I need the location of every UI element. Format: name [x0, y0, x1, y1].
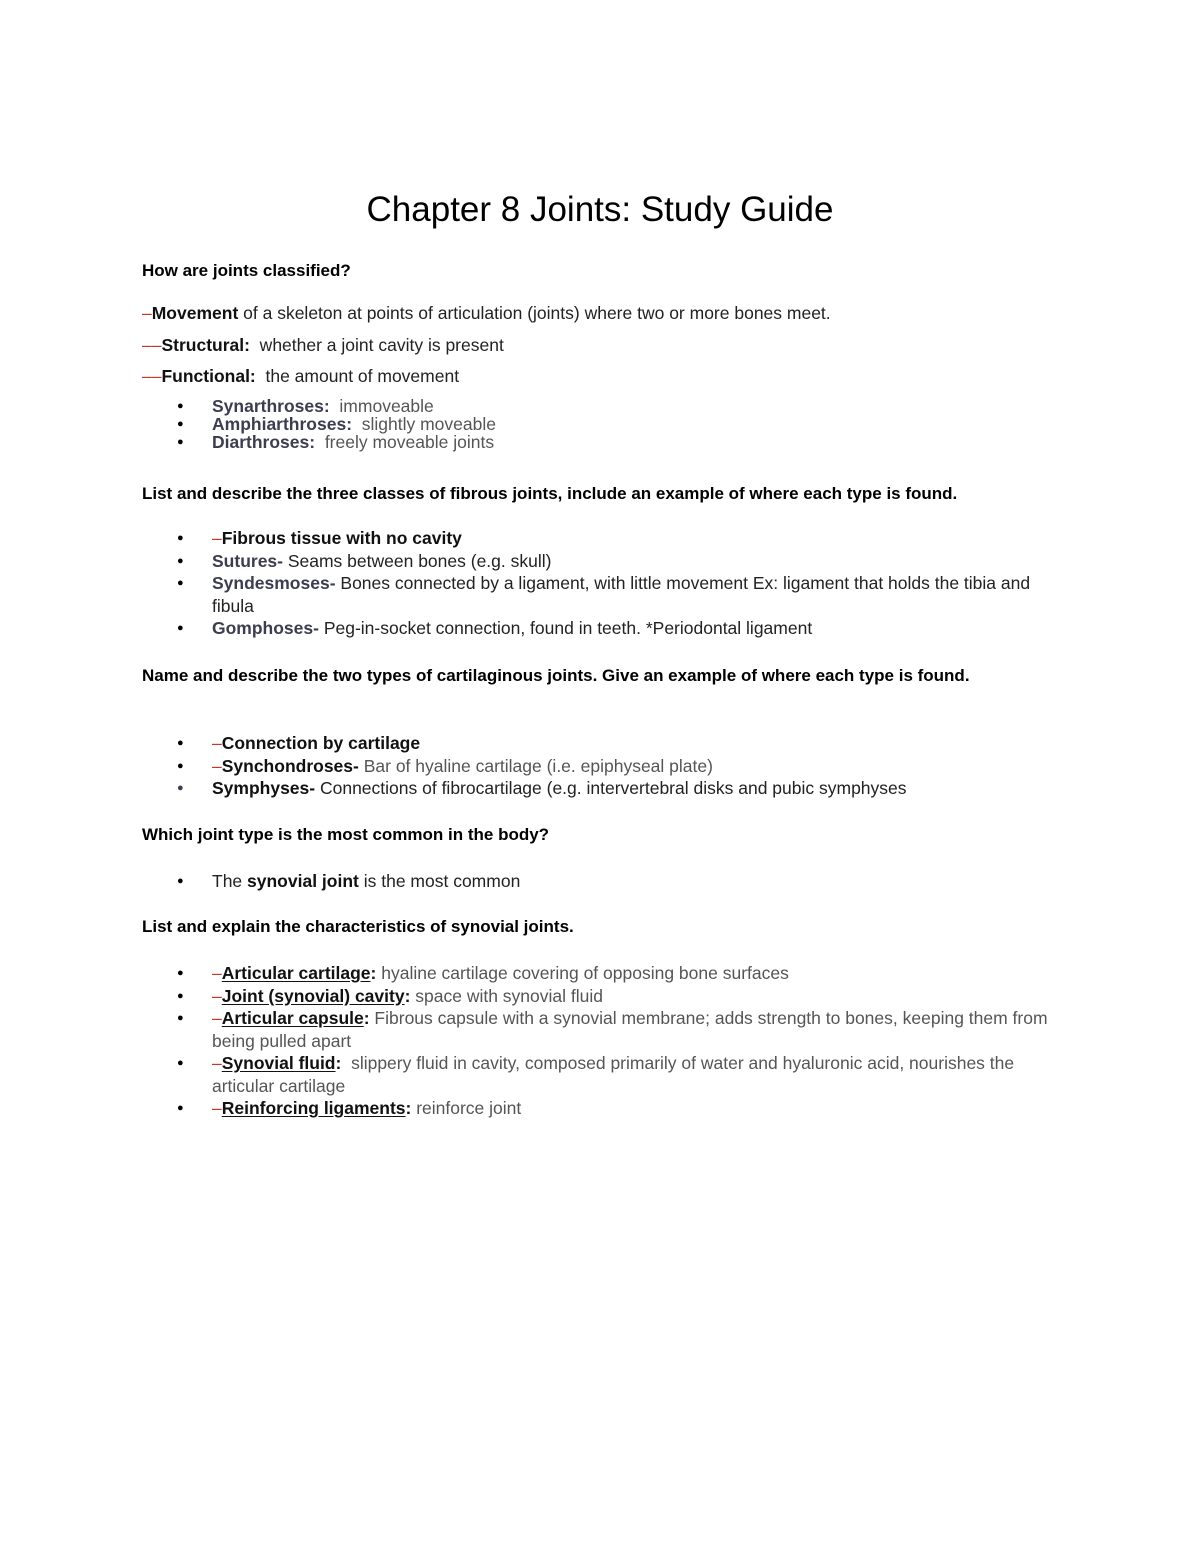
- list-item: ● Syndesmoses- Bones connected by a ligament, with little movement Ex: ligament that holds the tibia and fibula: [177, 573, 1031, 616]
- fibrous-joints-list: [172, 527, 1062, 640]
- cartilaginous-joints-list: [172, 732, 1062, 800]
- bullet-icon: ●: [177, 554, 184, 567]
- list-item: ● Diarthroses: freely moveable joints: [177, 432, 495, 452]
- list-item: ● –Joint (synovial) cavity: space with synovial fluid: [177, 985, 604, 1006]
- list-item: ● –Reinforcing ligaments: reinforce joint: [177, 1098, 522, 1118]
- list-item: ● –Connection by cartilage: [177, 733, 421, 753]
- bullet-icon: ●: [177, 759, 184, 772]
- list-item: ● Sutures- Seams between bones (e.g. skull): [177, 550, 552, 571]
- bullet-icon: ●: [177, 1102, 184, 1114]
- list-item: ● –Articular cartilage: hyaline cartilage covering of opposing bone surfaces: [177, 963, 789, 983]
- functional-line: ––Functional: the amount of movement: [142, 366, 460, 386]
- bullet-icon: ●: [177, 436, 184, 448]
- list-item: ● Synarthroses: immoveable: [177, 396, 434, 416]
- list-item: ● –Synchondroses- Bar of hyaline cartilage (i.e. epiphyseal plate): [177, 755, 713, 776]
- question-fibrous-joints: List and describe the three classes of fibrous joints, include an example of where each type is found.: [142, 484, 958, 503]
- page-title: Chapter 8 Joints: Study Guide: [366, 190, 834, 229]
- structural-line: ––Structural: whether a joint cavity is present: [142, 335, 504, 355]
- list-item: ● –Fibrous tissue with no cavity: [177, 528, 462, 548]
- bullet-icon: ●: [177, 967, 184, 979]
- list-item: ● The synovial joint is the most common: [177, 871, 521, 891]
- bullet-icon: ●: [177, 1057, 184, 1069]
- bullet-icon: ●: [177, 577, 184, 589]
- bullet-icon: ●: [177, 737, 184, 749]
- question-cartilaginous-joints: Name and describe the two types of cartilaginous joints. Give an example of where each type is found.: [142, 666, 970, 685]
- question-classification: How are joints classified?: [142, 261, 351, 280]
- bullet-icon: ●: [177, 1012, 184, 1024]
- question-synovial-characteristics: List and explain the characteristics of synovial joints.: [142, 917, 574, 936]
- bullet-icon: ●: [177, 989, 184, 1002]
- question-most-common-joint: Which joint type is the most common in the body?: [142, 825, 550, 844]
- bullet-icon: ●: [177, 622, 184, 634]
- bullet-icon: ●: [177, 875, 184, 887]
- list-item: ● Amphiarthroses: slightly moveable: [177, 414, 496, 434]
- functional-types-list: [172, 397, 1062, 451]
- bullet-icon: ●: [177, 782, 184, 794]
- movement-line: –Movement of a skeleton at points of articulation (joints) where two or more bones meet.: [142, 303, 831, 323]
- list-item: ● –Articular capsule: Fibrous capsule with a synovial membrane; adds strength to bones, keeping them from being pulled apart: [177, 1008, 1048, 1051]
- bullet-icon: ●: [177, 532, 184, 544]
- list-item: ● Gomphoses- Peg-in-socket connection, found in teeth. *Periodontal ligament: [177, 618, 813, 638]
- list-item: ● –Synovial fluid: slippery fluid in cavity, composed primarily of water and hyaluronic acid, nourishes the articular cartilage: [177, 1053, 1019, 1096]
- bullet-icon: ●: [177, 400, 184, 412]
- list-item: ● Symphyses- Connections of fibrocartilage (e.g. intervertebral disks and pubic symphyses: [177, 778, 907, 798]
- bullet-icon: ●: [177, 418, 184, 430]
- most-common-joint-list: [172, 870, 1062, 893]
- synovial-characteristics-list: [172, 962, 1062, 1120]
